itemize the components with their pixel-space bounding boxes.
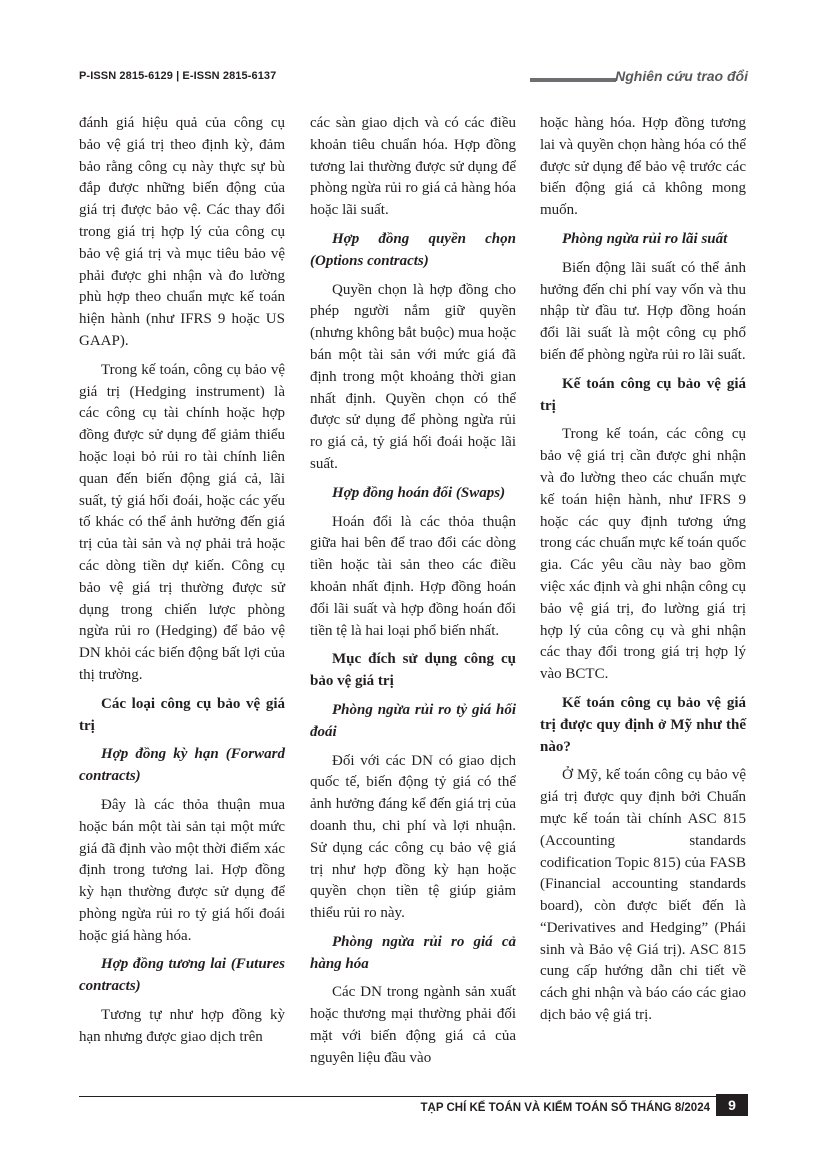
subheading-futures: Hợp đồng tương lai (Futures contracts)	[79, 956, 285, 995]
paragraph: Tương tự như hợp đồng kỳ hạn nhưng được giao dịch trên	[79, 1007, 285, 1045]
column-1	[79, 113, 285, 1056]
paragraph: Đối với các DN có giao dịch quốc tế, biến động tỷ giá có thể ảnh hưởng đáng kể đến giá trị của doanh thu, chi phí và lợi nhuận. Sử dụng các công cụ bảo vệ giá trị như hợp đồng kỳ hạn hoặc quyền chọn tiền tệ giúp giảm thiểu rủi ro này.	[310, 752, 516, 922]
heading-us: Kế toán công cụ bảo vệ giá trị được quy định ở Mỹ như thế nào?	[540, 694, 746, 755]
paragraph: hoặc hàng hóa. Hợp đồng tương lai và quyền chọn hàng hóa có thể được sử dụng để bảo vệ trước các biến động giá cả không mong muốn.	[540, 115, 746, 219]
page-number: 9	[716, 1094, 748, 1116]
paragraph: Đây là các thỏa thuận mua hoặc bán một tài sản tại một mức giá đã định vào một thời điểm xác định trong tương lai. Hợp đồng kỳ hạn thường được sử dụng để phòng ngừa rủi ro tỷ giá hối đoái hoặc giá hàng hóa.	[79, 796, 285, 944]
subheading-commodity: Phòng ngừa rủi ro giá cả hàng hóa	[310, 933, 516, 972]
paragraph: Hoán đổi là các thỏa thuận giữa hai bên để trao đổi các dòng tiền hoặc tài sản theo các điều khoản nhất định. Hợp đồng hoán đổi lãi suất và hợp đồng hoán đổi tiền tệ là hai loại phổ biến nhất.	[310, 513, 516, 639]
paragraph: Trong kế toán, các công cụ bảo vệ giá trị cần được ghi nhận và đo lường theo các chuẩn mực kế toán hiện hành, như IFRS 9 hoặc các quy định tương ứng trong các chuẩn mực kế toán quốc gia. Các yêu cầu này bao gồm việc xác định và ghi nhận công cụ bảo vệ giá trị, đo lường giá trị hợp lý của công cụ và ghi nhận các thay đổi trong giá trị hợp lý vào BCTC.	[540, 426, 746, 683]
subheading-forward: Hợp đồng kỳ hạn (Forward contracts)	[79, 746, 285, 785]
paragraph: các sàn giao dịch và có các điều khoản tiêu chuẩn hóa. Hợp đồng tương lai thường được sử dụng để phòng ngừa rủi ro giá cả hàng hóa hoặc lãi suất.	[310, 115, 516, 219]
section-label: Nghiên cứu trao đổi	[615, 68, 748, 84]
paragraph: Ở Mỹ, kế toán công cụ bảo vệ giá trị được quy định bởi Chuẩn mực kế toán tài chính ASC 815 (Accounting standards codification Topic 815) của FASB (Financial accounting standards board), còn được biết đến là “Derivatives and Hedging” (Phái sinh và Bảo vệ Giá trị). ASC 815 cung cấp hướng dẫn chi tiết về cách ghi nhận và báo cáo các giao dịch bảo vệ giá trị.	[540, 767, 746, 1024]
paragraph: Trong kế toán, công cụ bảo vệ giá trị (Hedging instrument) là các công cụ tài chính hoặc hợp đồng được sử dụng để giảm thiểu hoặc loại bỏ rủi ro tài chính liên quan đến biến động giá cả, lãi suất, tỷ giá hối đoái, hoặc các yếu tố khác có thể ảnh hưởng đến giá trị của tài sản và nợ phải trả hoặc các dòng tiền dự kiến. Công cụ bảo vệ giá trị thường được sử dụng trong chiến lược phòng ngừa rủi ro (Hedging) để bảo vệ DN khỏi các biến động bất lợi của thị trường.	[79, 361, 285, 683]
heading-types: Các loại công cụ bảo vệ giá trị	[79, 695, 285, 734]
subheading-options: Hợp đồng quyền chọn (Options contracts)	[310, 230, 516, 269]
paragraph: Các DN trong ngành sản xuất hoặc thương mại thường phải đối mặt với biến động giá cả của nguyên liệu đầu vào	[310, 984, 516, 1066]
heading-purpose: Mục đích sử dụng công cụ bảo vệ giá trị	[310, 651, 516, 690]
subheading-swaps: Hợp đồng hoán đổi (Swaps)	[332, 484, 506, 501]
subheading-fx: Phòng ngừa rủi ro tỷ giá hối đoái	[310, 701, 516, 740]
column-2	[310, 113, 516, 1077]
footer-rule	[79, 1096, 748, 1097]
journal-title: TẠP CHÍ KẾ TOÁN VÀ KIỂM TOÁN SỐ THÁNG 8/2024	[420, 1102, 710, 1114]
header-bar	[530, 78, 616, 82]
paragraph: Biến động lãi suất có thể ảnh hưởng đến chi phí vay vốn và thu nhập từ đầu tư. Hợp đồng hoán đổi lãi suất là một công cụ phổ biến để phòng ngừa rủi ro lãi suất.	[540, 259, 746, 363]
paragraph: Quyền chọn là hợp đồng cho phép người nắm giữ quyền (nhưng không bắt buộc) mua hoặc bán một tài sản với mức giá đã định trong một khoảng thời gian nhất định. Quyền chọn có thể được sử dụng để phòng ngừa rủi ro giá cả, tỷ giá hối đoái hoặc lãi suất.	[310, 281, 516, 472]
subheading-interest: Phòng ngừa rủi ro lãi suất	[562, 230, 728, 247]
issn-label: P-ISSN 2815-6129 | E-ISSN 2815-6137	[79, 70, 277, 82]
column-3	[540, 113, 746, 1034]
page-footer	[0, 1094, 819, 1124]
paragraph: đánh giá hiệu quả của công cụ bảo vệ giá trị theo định kỳ, đảm bảo rằng công cụ này thực sự bù đắp được những biến động của giá trị được bảo vệ. Các thay đổi trong giá trị hợp lý của công cụ bảo vệ giá trị và mục tiêu bảo vệ phải được ghi nhận và đo lường phù hợp theo chuẩn mực kế toán hiện hành (như IFRS 9 hoặc US GAAP).	[79, 115, 285, 349]
page-header	[79, 68, 748, 88]
heading-accounting: Kế toán công cụ bảo vệ giá trị	[540, 375, 746, 414]
